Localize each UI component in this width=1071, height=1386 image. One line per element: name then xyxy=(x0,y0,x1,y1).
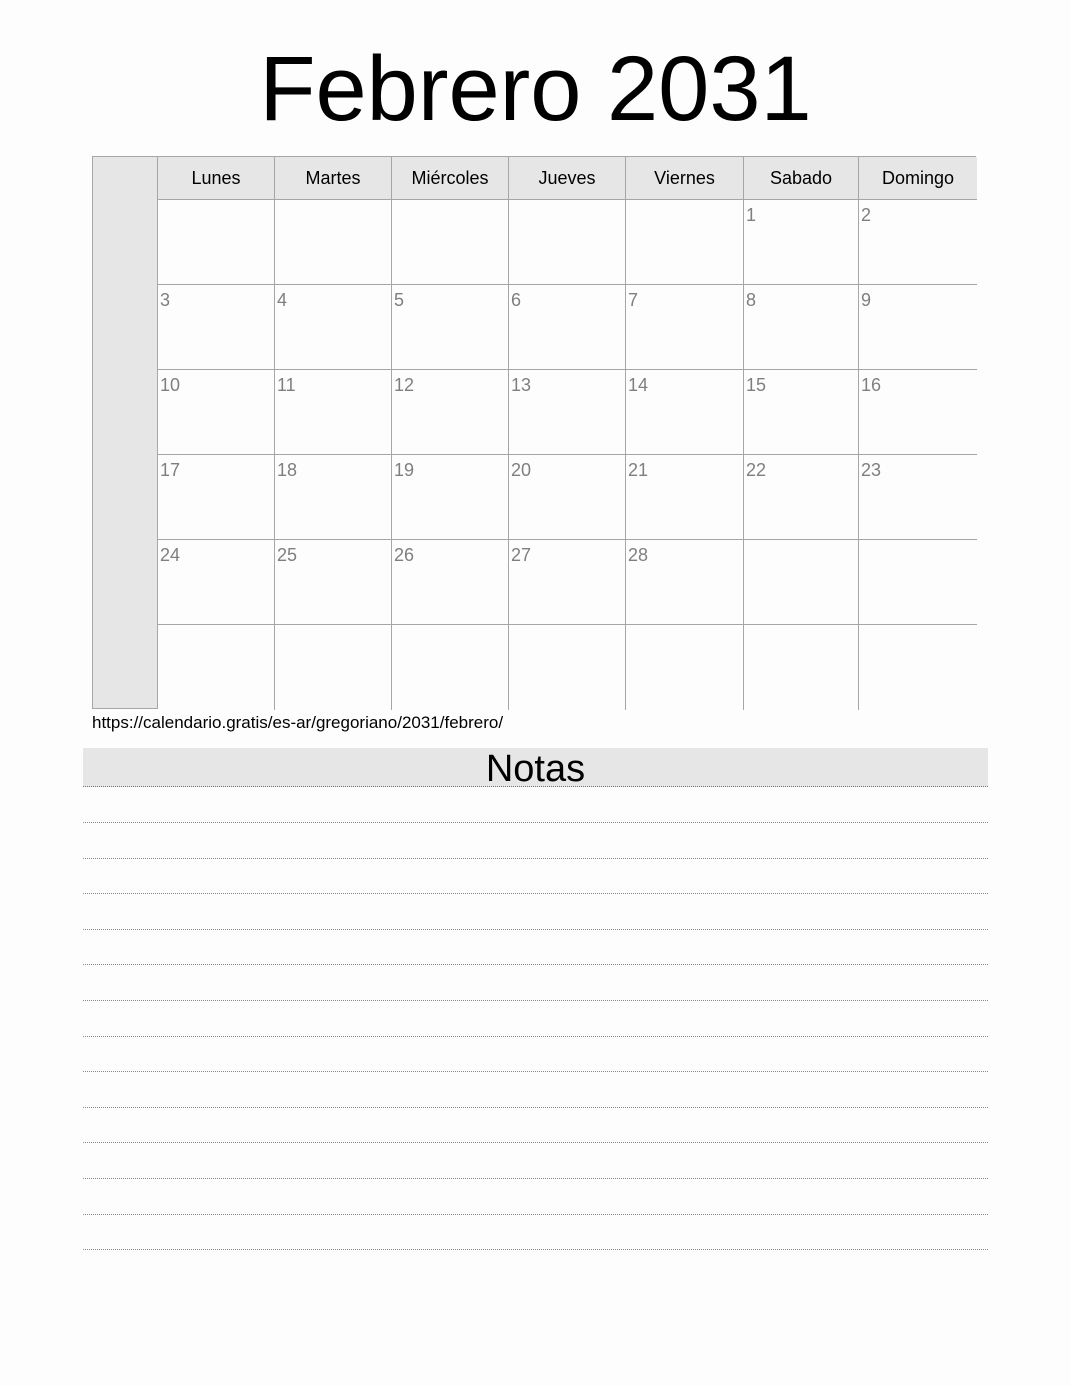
day-cell xyxy=(392,540,509,625)
day-number: 3 xyxy=(160,290,171,310)
day-cell xyxy=(859,625,977,710)
weekday-header: Viernes xyxy=(626,157,744,200)
day-cell xyxy=(509,625,626,710)
note-line xyxy=(83,1178,988,1179)
day-number: 23 xyxy=(861,460,882,480)
source-url: https://calendario.gratis/es-ar/gregoriano/2031/febrero/ xyxy=(92,713,504,732)
day-number: 17 xyxy=(160,460,181,480)
note-line xyxy=(83,964,988,965)
day-cell xyxy=(744,455,859,540)
day-number: 15 xyxy=(746,375,767,395)
day-number: 14 xyxy=(628,375,649,395)
day-cell xyxy=(392,455,509,540)
weekday-header: Sabado xyxy=(744,157,859,200)
day-number: 8 xyxy=(746,290,757,310)
note-line xyxy=(83,893,988,894)
note-line xyxy=(83,1071,988,1072)
day-cell xyxy=(509,370,626,455)
note-line xyxy=(83,1214,988,1215)
day-cell xyxy=(275,285,392,370)
day-number: 13 xyxy=(511,375,532,395)
day-cell xyxy=(392,285,509,370)
day-cell xyxy=(744,200,859,285)
day-number: 5 xyxy=(394,290,405,310)
weekday-header: Miércoles xyxy=(392,157,509,200)
day-cell xyxy=(392,200,509,285)
day-cell xyxy=(626,370,744,455)
day-number: 26 xyxy=(394,545,415,565)
day-cell xyxy=(626,455,744,540)
week-gutter xyxy=(93,157,158,708)
note-line xyxy=(83,1249,988,1250)
note-line xyxy=(83,822,988,823)
day-cell xyxy=(275,370,392,455)
day-cell xyxy=(744,285,859,370)
note-line xyxy=(83,929,988,930)
weekday-header: Jueves xyxy=(509,157,626,200)
day-number: 16 xyxy=(861,375,882,395)
day-number: 11 xyxy=(277,375,296,395)
day-cell xyxy=(744,625,859,710)
day-cell xyxy=(626,625,744,710)
note-line xyxy=(83,1107,988,1108)
day-number: 28 xyxy=(628,545,649,565)
note-line xyxy=(83,1142,988,1143)
day-cell xyxy=(509,540,626,625)
page-title: Febrero 2031 xyxy=(259,38,812,140)
day-cell xyxy=(626,540,744,625)
day-number: 9 xyxy=(861,290,872,310)
day-cell xyxy=(509,455,626,540)
day-cell xyxy=(158,285,275,370)
day-cell xyxy=(509,285,626,370)
day-cell xyxy=(859,455,977,540)
weekday-header: Domingo xyxy=(859,157,977,200)
day-number: 24 xyxy=(160,545,181,565)
day-number: 18 xyxy=(277,460,298,480)
calendar-grid xyxy=(92,156,976,709)
day-number: 2 xyxy=(861,205,872,225)
day-cell xyxy=(275,540,392,625)
weekday-header: Martes xyxy=(275,157,392,200)
day-number: 10 xyxy=(160,375,181,395)
note-line xyxy=(83,1036,988,1037)
day-cell xyxy=(744,370,859,455)
day-number: 7 xyxy=(628,290,639,310)
day-cell xyxy=(158,455,275,540)
day-cell xyxy=(626,285,744,370)
day-cell xyxy=(158,370,275,455)
day-cell xyxy=(158,625,275,710)
day-cell xyxy=(392,370,509,455)
day-cell xyxy=(158,540,275,625)
day-cell xyxy=(744,540,859,625)
day-number: 6 xyxy=(511,290,522,310)
day-cell xyxy=(859,540,977,625)
day-cell xyxy=(626,200,744,285)
day-number: 1 xyxy=(746,205,757,225)
note-line xyxy=(83,858,988,859)
day-cell xyxy=(275,625,392,710)
notes-title: Notas xyxy=(83,748,988,787)
day-cell xyxy=(859,200,977,285)
day-number: 19 xyxy=(394,460,415,480)
day-cell xyxy=(392,625,509,710)
weekday-header: Lunes xyxy=(158,157,275,200)
day-cell xyxy=(859,285,977,370)
day-cell xyxy=(275,200,392,285)
note-line xyxy=(83,1000,988,1001)
day-number: 21 xyxy=(628,460,649,480)
day-cell xyxy=(158,200,275,285)
day-number: 27 xyxy=(511,545,532,565)
day-number: 25 xyxy=(277,545,298,565)
day-cell xyxy=(859,370,977,455)
day-number: 20 xyxy=(511,460,532,480)
day-number: 4 xyxy=(277,290,288,310)
day-cell xyxy=(509,200,626,285)
day-number: 22 xyxy=(746,460,767,480)
day-number: 12 xyxy=(394,375,415,395)
day-cell xyxy=(275,455,392,540)
